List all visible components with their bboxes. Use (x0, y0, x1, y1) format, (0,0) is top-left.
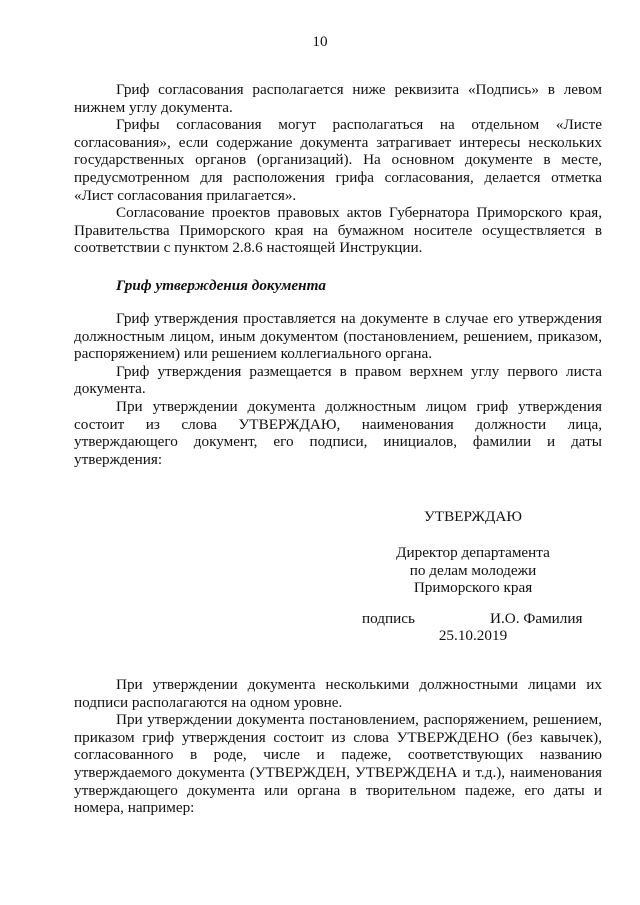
paragraph: Согласование проектов правовых актов Губернатора Приморского края, Правительства Приморского края на бумажном носителе осуществляется в соответствии с пунктом 2.8.6 настоящей Инструкции. (74, 204, 602, 257)
stamp-name: И.О. Фамилия (490, 610, 583, 627)
stamp-title: УТВЕРЖДАЮ (424, 508, 522, 525)
paragraph: Гриф утверждения размещается в правом верхнем углу первого листа документа. (74, 362, 602, 398)
paragraph: При утверждении документа несколькими должностными лицами их подписи располагаются на одном уровне. (74, 676, 602, 711)
section-heading: Гриф утверждения документа (116, 277, 326, 294)
paragraph: Грифы согласования могут располагаться на отдельном «Листе согласования», если содержание документа затрагивает интересы нескольких государственных органов (организаций). На основном документе в месте, предусмотренном для расположения грифа согласования, делается отметка «Лист согласования прилагается». (74, 116, 602, 204)
stamp-signature-label: подпись (362, 610, 415, 627)
paragraph: Гриф утверждения проставляется на документе в случае его утверждения должностным лицом, иным документом (постановлением, решением, приказом, распоряжением) или решением коллегиального органа. (74, 310, 602, 363)
approval-section-text (74, 81, 602, 257)
stamp-position-line: по делам молодежи (409, 561, 537, 579)
approval-stamp-section-text (74, 310, 602, 468)
paragraph: Гриф согласования располагается ниже реквизита «Подпись» в левом нижнем углу документа. (74, 81, 602, 116)
stamp-position-line: Директор департамента (396, 544, 550, 561)
stamp-date: 25.10.2019 (438, 627, 508, 644)
stamp-position-line: Приморского края (413, 579, 533, 597)
paragraph: При утверждении документа должностным лицом гриф утверждения состоит из слова УТВЕРЖДАЮ, наименования должности лица, утверждающего документ, его подписи, инициалов, фамилии и даты утверждения: (74, 397, 602, 468)
page-number: 10 (312, 33, 328, 50)
stamp-position (380, 544, 566, 597)
multiple-approvers-text (74, 676, 602, 817)
paragraph: При утверждении документа постановлением, распоряжением, решением, приказом гриф утверждения состоит из слова УТВЕРЖДЕНО (без кавычек), согласованного в роде, числе и падеже, соответствующих названию утверждаемого документа (УТВЕРЖДЕН, УТВЕРЖДЕНА и т.д.), наименования утверждающего документа или органа в творительном падеже, его даты и номера, например: (74, 711, 602, 817)
